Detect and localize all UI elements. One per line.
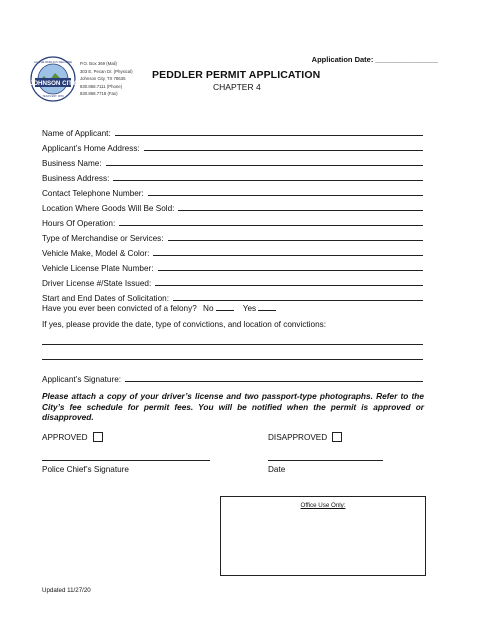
fill-line[interactable] (168, 240, 423, 241)
felony-yes-blank[interactable] (258, 310, 276, 311)
approved-option (42, 432, 103, 442)
field-label: Contact Telephone Number: (42, 189, 144, 198)
disapproved-label: DISAPPROVED (268, 432, 328, 442)
solicitation-dates-field[interactable] (42, 291, 423, 303)
fill-line[interactable] (173, 300, 423, 301)
disapproved-option (268, 432, 342, 442)
police-signature-line[interactable] (42, 460, 210, 461)
applicant-signature-field[interactable] (42, 372, 423, 384)
police-signature-label: Police Chief’s Signature (42, 465, 129, 474)
fill-line[interactable] (115, 135, 423, 136)
address-line: Johnson City, TX 78636 (80, 76, 126, 82)
field-label: Driver License #/State Issued: (42, 279, 152, 288)
field-label: Name of Applicant: (42, 129, 111, 138)
field-label: Applicant’s Home Address: (42, 144, 140, 153)
phone-line: 830.868.7111 (Phone) (80, 83, 123, 89)
city-seal-logo (30, 56, 76, 102)
fill-line[interactable] (158, 270, 423, 271)
office-use-box (220, 496, 426, 576)
home-address-field[interactable] (42, 141, 423, 153)
field-label: Business Name: (42, 159, 102, 168)
merchandise-type-field[interactable] (42, 231, 423, 243)
felony-yes-label: Yes (242, 304, 257, 313)
fill-line[interactable] (113, 180, 423, 181)
hours-field[interactable] (42, 216, 423, 228)
svg-text:ALL THE WORLD IS WELCOME: ALL THE WORLD IS WELCOME (33, 61, 73, 64)
applicant-name-field[interactable] (42, 126, 423, 138)
date-line[interactable] (268, 460, 383, 461)
conviction-details-prompt: If yes, please provide the date, type of convictions, and location of convictions: (42, 320, 326, 329)
field-label: Vehicle Make, Model & Color: (42, 249, 150, 258)
address-line: 303 E. Pecan Dr. (Physical) (80, 68, 133, 74)
form-chapter: CHAPTER 4 (213, 82, 261, 92)
disapproved-checkbox[interactable] (332, 432, 342, 442)
field-label: Hours Of Operation: (42, 219, 116, 228)
svg-text:TEXAS EST. 1879: TEXAS EST. 1879 (42, 95, 64, 98)
fill-line[interactable] (106, 165, 423, 166)
date-label: Date (268, 465, 286, 474)
felony-no-label: No (203, 304, 214, 313)
field-label: Location Where Goods Will Be Sold: (42, 204, 175, 213)
application-date-label: Application Date: _______________ (311, 55, 438, 64)
address-line: P.O. Box 369 (Mail) (80, 61, 117, 66)
fill-line[interactable] (178, 210, 423, 211)
fill-line[interactable] (144, 150, 423, 151)
felony-question-text: Have you ever been convicted of a felony? (42, 304, 197, 313)
sale-location-field[interactable] (42, 201, 423, 213)
fill-line[interactable] (155, 285, 423, 286)
fill-line[interactable] (148, 195, 423, 196)
field-label: Start and End Dates of Solicitation: (42, 294, 169, 303)
field-label: Applicant’s Signature: (42, 375, 122, 384)
felony-question (42, 304, 279, 313)
svg-text:JOHNSON CITY: JOHNSON CITY (30, 80, 76, 87)
license-plate-field[interactable] (42, 261, 423, 273)
vehicle-make-field[interactable] (42, 246, 423, 258)
attachment-instructions: Please attach a copy of your driver’s license and two passport-type photographs. Refer to the City’s fee schedule for permit fees. You will be notified when the permit is approved or disapproved. (42, 391, 424, 422)
conviction-details-line-1[interactable] (42, 344, 423, 345)
conviction-details-line-2[interactable] (42, 359, 423, 360)
fill-line[interactable] (125, 381, 423, 382)
field-label: Vehicle License Plate Number: (42, 264, 154, 273)
office-use-label: Office Use Only: (300, 502, 346, 509)
fax-line: 830.868.7718 (Fax) (80, 91, 118, 97)
business-address-field[interactable] (42, 171, 423, 183)
fill-line[interactable] (119, 225, 423, 226)
field-label: Business Address: (42, 174, 110, 183)
form-title: PEDDLER PERMIT APPLICATION (152, 69, 321, 81)
business-name-field[interactable] (42, 156, 423, 168)
fill-line[interactable] (153, 255, 423, 256)
field-label: Type of Merchandise or Services: (42, 234, 164, 243)
updated-date: Updated 11/27/20 (42, 587, 91, 594)
approved-label: APPROVED (42, 432, 88, 442)
telephone-field[interactable] (42, 186, 423, 198)
approved-checkbox[interactable] (93, 432, 103, 442)
city-address-block (80, 60, 133, 98)
felony-no-blank[interactable] (216, 310, 234, 311)
driver-license-field[interactable] (42, 276, 423, 288)
